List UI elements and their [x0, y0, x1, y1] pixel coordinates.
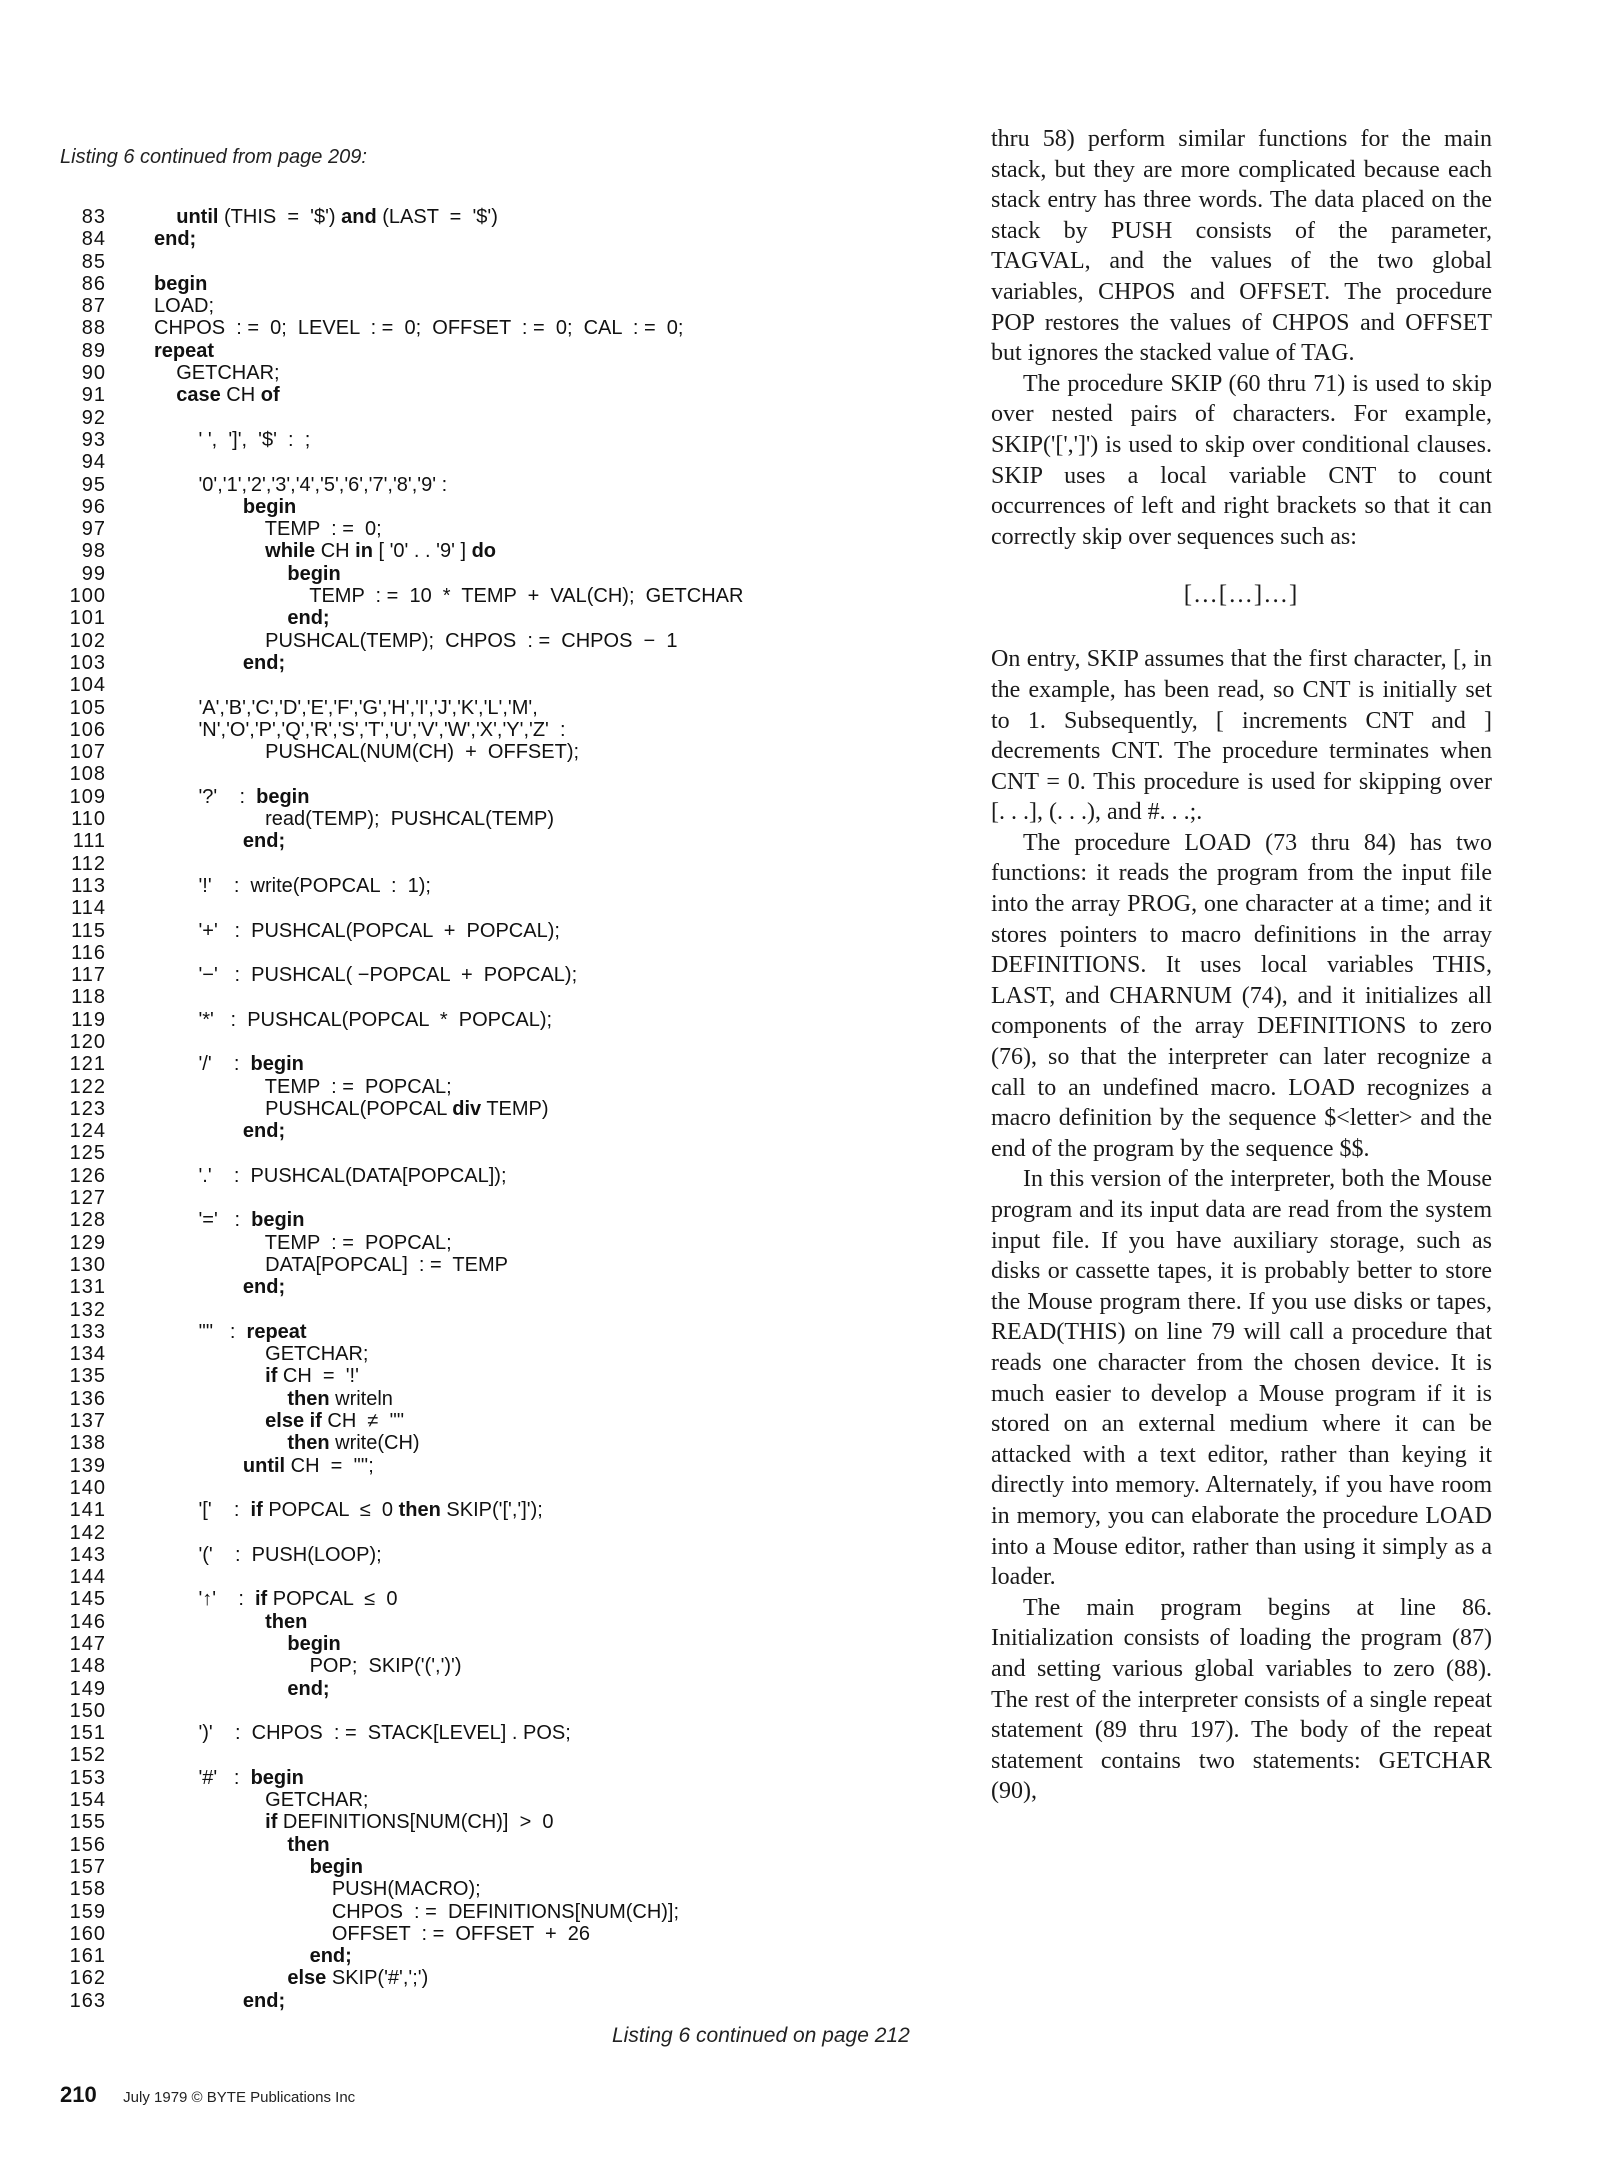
code-text: if DEFINITIONS[NUM(CH)] > 0	[265, 1811, 554, 1834]
publication-credit: July 1979 © BYTE Publications Inc	[123, 2089, 356, 2106]
line-number: 134	[69, 1343, 106, 1366]
line-number: 151	[69, 1722, 106, 1745]
line-number: 96	[81, 495, 106, 518]
line-number: 99	[81, 562, 106, 585]
code-text: repeat	[154, 339, 215, 362]
line-number: 119	[71, 1008, 106, 1031]
line-number: 155	[69, 1811, 106, 1834]
line-number: 153	[69, 1766, 106, 1789]
line-number: 146	[69, 1610, 106, 1633]
code-line	[50, 1678, 950, 1700]
code-line	[50, 1098, 950, 1120]
code-line	[50, 1031, 950, 1053]
line-number: 117	[71, 964, 106, 987]
line-number: 158	[69, 1878, 106, 1901]
code-line	[50, 1611, 950, 1633]
code-line	[50, 1633, 950, 1655]
code-text: '?' : begin	[154, 785, 310, 808]
code-line	[50, 1700, 950, 1722]
code-text: then write(CH)	[287, 1432, 420, 1455]
code-text: '(' : PUSH(LOOP);	[154, 1543, 382, 1566]
code-text: begin	[309, 1855, 363, 1878]
code-line	[50, 1901, 950, 1923]
code-line	[50, 697, 950, 719]
line-number: 88	[81, 317, 106, 340]
line-number: 106	[69, 718, 106, 741]
code-line	[50, 897, 950, 919]
code-line	[50, 1410, 950, 1432]
code-line	[50, 273, 950, 295]
line-number: 145	[69, 1588, 106, 1611]
line-number: 126	[69, 1164, 106, 1187]
code-line	[50, 1053, 950, 1075]
code-line	[50, 1388, 950, 1410]
code-text: while CH in [ '0' . . '9' ] do	[265, 540, 497, 563]
line-number: 110	[71, 808, 106, 831]
line-number: 132	[69, 1298, 106, 1321]
listing-footer: Listing 6 continued on page 212	[612, 2024, 910, 2047]
code-text: until (THIS = '$') and (LAST = '$')	[176, 206, 498, 228]
line-number: 108	[69, 763, 106, 786]
code-text: TEMP : = POPCAL;	[154, 1075, 452, 1098]
code-line	[50, 674, 950, 696]
code-text: CHPOS : = DEFINITIONS[NUM(CH)];	[154, 1900, 680, 1923]
code-text: TEMP : = 0;	[154, 518, 382, 541]
line-number: 121	[69, 1053, 106, 1076]
code-line	[50, 1811, 950, 1833]
article-text	[991, 124, 1492, 1807]
code-line	[50, 1499, 950, 1521]
line-number: 150	[69, 1699, 106, 1722]
code-text: else if CH ≠ '"'	[265, 1410, 405, 1433]
code-line	[50, 808, 950, 830]
code-text: GETCHAR;	[154, 1343, 369, 1366]
code-text: '.' : PUSHCAL(DATA[POPCAL]);	[154, 1164, 507, 1187]
paragraph: The main program begins at line 86. Initialization consists of loading the program (87) and setting various global variables to zero (88). The rest of the interpreter consists of a single repeat statement (89 thru 197). The body of the repeat statement contains two statements: GETCHAR (90),	[991, 1594, 1492, 1805]
code-text: OFFSET : = OFFSET + 26	[154, 1922, 591, 1945]
line-number: 125	[69, 1142, 106, 1165]
code-line	[50, 1365, 950, 1387]
code-text: '−' : PUSHCAL( −POPCAL + POPCAL);	[154, 964, 578, 987]
code-line	[50, 652, 950, 674]
line-number: 104	[69, 674, 106, 697]
code-text: '↑' : if POPCAL ≤ 0	[154, 1588, 398, 1611]
line-number: 157	[69, 1855, 106, 1878]
code-text: end;	[287, 607, 330, 630]
code-text: DATA[POPCAL] : = TEMP	[154, 1253, 508, 1276]
code-line	[50, 384, 950, 406]
code-line	[50, 1187, 950, 1209]
code-text: '0','1','2','3','4','5','6','7','8','9' :	[154, 473, 448, 496]
code-line	[50, 875, 950, 897]
code-line	[50, 1767, 950, 1789]
code-line	[50, 763, 950, 785]
code-line	[50, 719, 950, 741]
code-line	[50, 1834, 950, 1856]
code-text: '"' : repeat	[154, 1320, 307, 1343]
line-number: 161	[69, 1945, 106, 1968]
code-line	[50, 540, 950, 562]
code-line	[50, 1076, 950, 1098]
code-line	[50, 1165, 950, 1187]
line-number: 160	[69, 1922, 106, 1945]
page-footer	[60, 2082, 355, 2108]
code-text: ' ', ']', '$' : ;	[154, 428, 311, 451]
code-line	[50, 1321, 950, 1343]
line-number: 139	[69, 1454, 106, 1477]
line-number: 148	[69, 1655, 106, 1678]
paragraph: In this version of the interpreter, both the Mouse program and its input data are read from the system input file. If you have auxiliary storage, such as disks or cassette tapes, it is probably better to store the Mouse program there. If you use disks or tapes, READ(THIS) on line 79 will call a procedure that reads one character from the chosen device. It is much easier to develop a Mouse program if it is stored on an external medium where it can be attacked with a text editor, rather than keying it directly into memory. Alternately, if you have room in memory, you can elaborate the procedure LOAD into a Mouse editor, rather than using it simply as a loader.	[991, 1166, 1492, 1591]
line-number: 156	[69, 1833, 106, 1856]
code-text: '=' : begin	[154, 1209, 305, 1232]
code-line	[50, 1343, 950, 1365]
code-line	[50, 206, 950, 228]
code-line	[50, 1967, 950, 1989]
code-line	[50, 1789, 950, 1811]
code-text: CHPOS : = 0; LEVEL : = 0; OFFSET : = 0; CAL : = 0;	[154, 317, 684, 340]
line-number: 105	[69, 696, 106, 719]
line-number: 95	[81, 473, 106, 496]
line-number: 159	[69, 1900, 106, 1923]
code-line	[50, 986, 950, 1008]
line-number: 120	[69, 1030, 106, 1053]
line-number: 124	[69, 1120, 106, 1143]
code-line	[50, 853, 950, 875]
code-text: begin	[287, 562, 341, 585]
code-line	[50, 251, 950, 273]
line-number: 142	[69, 1521, 106, 1544]
code-line	[50, 964, 950, 986]
paragraph: thru 58) perform similar functions for the main stack, but they are more complicated because each stack entry has three words. The data placed on the stack by PUSH consists of the parameter, TAGVAL, and the values of the two global variables, CHPOS and OFFSET. The procedure POP restores the values of CHPOS and OFFSET but ignores the stacked value of TAG.	[991, 126, 1492, 367]
code-line	[50, 942, 950, 964]
line-number: 87	[81, 295, 106, 318]
code-line	[50, 630, 950, 652]
code-text: POP; SKIP('(',')')	[154, 1655, 462, 1678]
line-number: 84	[81, 228, 106, 251]
code-line	[50, 474, 950, 496]
code-line	[50, 1276, 950, 1298]
code-text: '#' : begin	[154, 1766, 304, 1789]
code-line	[50, 1120, 950, 1142]
code-line	[50, 585, 950, 607]
line-number: 149	[69, 1677, 106, 1700]
code-text: 'N','O','P','Q','R','S','T','U','V','W','X','Y','Z' :	[154, 718, 566, 741]
code-line	[50, 1522, 950, 1544]
line-number: 116	[71, 941, 106, 964]
line-number: 118	[71, 986, 106, 1009]
code-line	[50, 1990, 950, 2012]
code-line	[50, 451, 950, 473]
line-number: 133	[69, 1320, 106, 1343]
code-text: then	[287, 1833, 330, 1856]
code-text: end;	[242, 651, 286, 674]
paragraph: On entry, SKIP assumes that the first character, [, in the example, has been read, so CNT is initially set to 1. Subsequently, [ increments CNT and ] decrements CNT. The procedure terminates when CNT = 0. This procedure is used for skipping over [. . .], (. . .), and #. . .;.	[991, 646, 1492, 826]
code-text: end;	[154, 228, 197, 251]
code-line	[50, 1856, 950, 1878]
code-line	[50, 407, 950, 429]
code-line	[50, 228, 950, 250]
line-number: 130	[69, 1253, 106, 1276]
code-text: ')' : CHPOS : = STACK[LEVEL] . POS;	[154, 1722, 571, 1745]
code-text: else SKIP('#',';')	[287, 1967, 429, 1990]
line-number: 128	[69, 1209, 106, 1232]
code-text: PUSHCAL(TEMP); CHPOS : = CHPOS − 1	[154, 629, 678, 652]
code-line	[50, 496, 950, 518]
code-text: PUSHCAL(NUM(CH) + OFFSET);	[154, 741, 580, 764]
line-number: 102	[69, 629, 106, 652]
code-line	[50, 1209, 950, 1231]
code-line	[50, 830, 950, 852]
code-line	[50, 563, 950, 585]
code-line	[50, 340, 950, 362]
line-number: 90	[81, 362, 106, 385]
line-number: 91	[81, 384, 106, 407]
line-number: 152	[69, 1744, 106, 1767]
line-number: 97	[81, 518, 106, 541]
code-line	[50, 1655, 950, 1677]
code-line	[50, 1945, 950, 1967]
code-text: '*' : PUSHCAL(POPCAL * POPCAL);	[154, 1008, 553, 1031]
code-line	[50, 317, 950, 339]
line-number: 111	[72, 830, 106, 853]
code-text: if CH = '!'	[265, 1365, 359, 1388]
code-text: '[' : if POPCAL ≤ 0 then SKIP('[',']');	[154, 1499, 543, 1522]
code-text: until CH = '"';	[242, 1454, 374, 1477]
line-number: 129	[69, 1231, 106, 1254]
code-text: case CH of	[176, 384, 280, 407]
line-number: 115	[71, 919, 106, 942]
code-line	[50, 607, 950, 629]
code-line	[50, 1923, 950, 1945]
line-number: 163	[69, 1989, 106, 2012]
line-number: 114	[71, 897, 106, 920]
code-text: end;	[242, 1120, 286, 1143]
code-line	[50, 1477, 950, 1499]
code-line	[50, 1455, 950, 1477]
code-text: TEMP : = 10 * TEMP + VAL(CH); GETCHAR	[154, 585, 744, 608]
code-line	[50, 1142, 950, 1164]
code-text: PUSHCAL(POPCAL div TEMP)	[154, 1097, 549, 1120]
code-line	[50, 741, 950, 763]
line-number: 122	[69, 1075, 106, 1098]
line-number: 100	[69, 585, 106, 608]
line-number: 141	[69, 1499, 106, 1522]
code-text: GETCHAR;	[154, 362, 280, 385]
code-line	[50, 362, 950, 384]
code-text: begin	[154, 272, 208, 295]
line-number: 131	[69, 1276, 106, 1299]
code-text: read(TEMP); PUSHCAL(TEMP)	[154, 808, 555, 831]
code-line	[50, 1232, 950, 1254]
line-number: 123	[69, 1097, 106, 1120]
line-number: 98	[81, 540, 106, 563]
code-text: then writeln	[287, 1387, 393, 1410]
code-line	[50, 1544, 950, 1566]
code-text: TEMP : = POPCAL;	[154, 1231, 452, 1254]
code-line	[50, 1722, 950, 1744]
code-line	[50, 1588, 950, 1610]
line-number: 94	[81, 451, 106, 474]
code-text: '!' : write(POPCAL : 1);	[154, 874, 431, 897]
line-number: 135	[69, 1365, 106, 1388]
paragraph: The procedure SKIP (60 thru 71) is used to skip over nested pairs of characters. For example, SKIP('[',']') is used to skip over conditional clauses. SKIP uses a local variable CNT to count occurrences of left and right brackets so that it can correctly skip over sequences such as:	[991, 370, 1492, 550]
code-line	[50, 1432, 950, 1454]
line-number: 162	[69, 1967, 106, 1990]
code-text: end;	[242, 1989, 286, 2012]
line-number: 83	[81, 206, 106, 228]
listing-header: Listing 6 continued from page 209:	[60, 146, 367, 168]
line-number: 113	[71, 874, 106, 897]
code-text: 'A','B','C','D','E','F','G','H','I','J','K','L','M',	[154, 696, 538, 719]
code-line	[50, 1878, 950, 1900]
code-text: end;	[287, 1677, 330, 1700]
line-number: 112	[71, 852, 106, 875]
line-number: 143	[69, 1543, 106, 1566]
line-number: 93	[81, 428, 106, 451]
code-line	[50, 1744, 950, 1766]
line-number: 136	[69, 1387, 106, 1410]
line-number: 137	[69, 1410, 106, 1433]
code-line	[50, 429, 950, 451]
code-line	[50, 1299, 950, 1321]
line-number: 92	[81, 406, 106, 429]
line-number: 127	[69, 1187, 106, 1210]
code-text: end;	[309, 1945, 352, 1968]
code-line	[50, 786, 950, 808]
code-text: begin	[287, 1633, 341, 1655]
example-sequence: [...[...]...]	[1183, 581, 1300, 609]
code-line	[50, 1566, 950, 1588]
code-text: '/' : begin	[154, 1053, 304, 1076]
code-text: then	[265, 1610, 308, 1633]
line-number: 109	[69, 785, 106, 808]
line-number: 140	[69, 1476, 106, 1499]
code-text: begin	[242, 495, 297, 518]
code-text: end;	[242, 830, 286, 853]
code-line	[50, 1009, 950, 1031]
line-number: 154	[69, 1789, 106, 1812]
code-line	[50, 518, 950, 540]
line-number: 147	[69, 1633, 106, 1655]
code-text: '+' : PUSHCAL(POPCAL + POPCAL);	[154, 919, 560, 942]
line-number: 144	[69, 1566, 106, 1589]
line-number: 107	[69, 741, 106, 764]
line-number: 138	[69, 1432, 106, 1455]
code-text: end;	[242, 1276, 286, 1299]
line-number: 89	[81, 339, 106, 362]
code-text: LOAD;	[154, 295, 215, 318]
line-number: 101	[69, 607, 106, 630]
code-text: GETCHAR;	[154, 1789, 369, 1812]
line-number: 86	[81, 272, 106, 295]
code-listing	[50, 206, 950, 2026]
code-line	[50, 920, 950, 942]
line-number: 85	[81, 250, 106, 273]
paragraph: The procedure LOAD (73 thru 84) has two functions: it reads the program from the input file into the array PROG, one character at a time; and it stores pointers to macro definitions in the array DEFINITIONS. It uses local variables THIS, LAST, and CHARNUM (74), and it initializes all components of the array DEFINITIONS to zero (76), so that the interpreter can later recognize a call to an undefined macro. LOAD recognizes a macro definition by the sequence $<letter> and the end of the program by the sequence $$.	[991, 829, 1492, 1162]
line-number: 103	[69, 651, 106, 674]
code-line	[50, 1254, 950, 1276]
code-text: PUSH(MACRO);	[154, 1878, 481, 1901]
code-line	[50, 295, 950, 317]
page-number: 210	[60, 2082, 97, 2107]
